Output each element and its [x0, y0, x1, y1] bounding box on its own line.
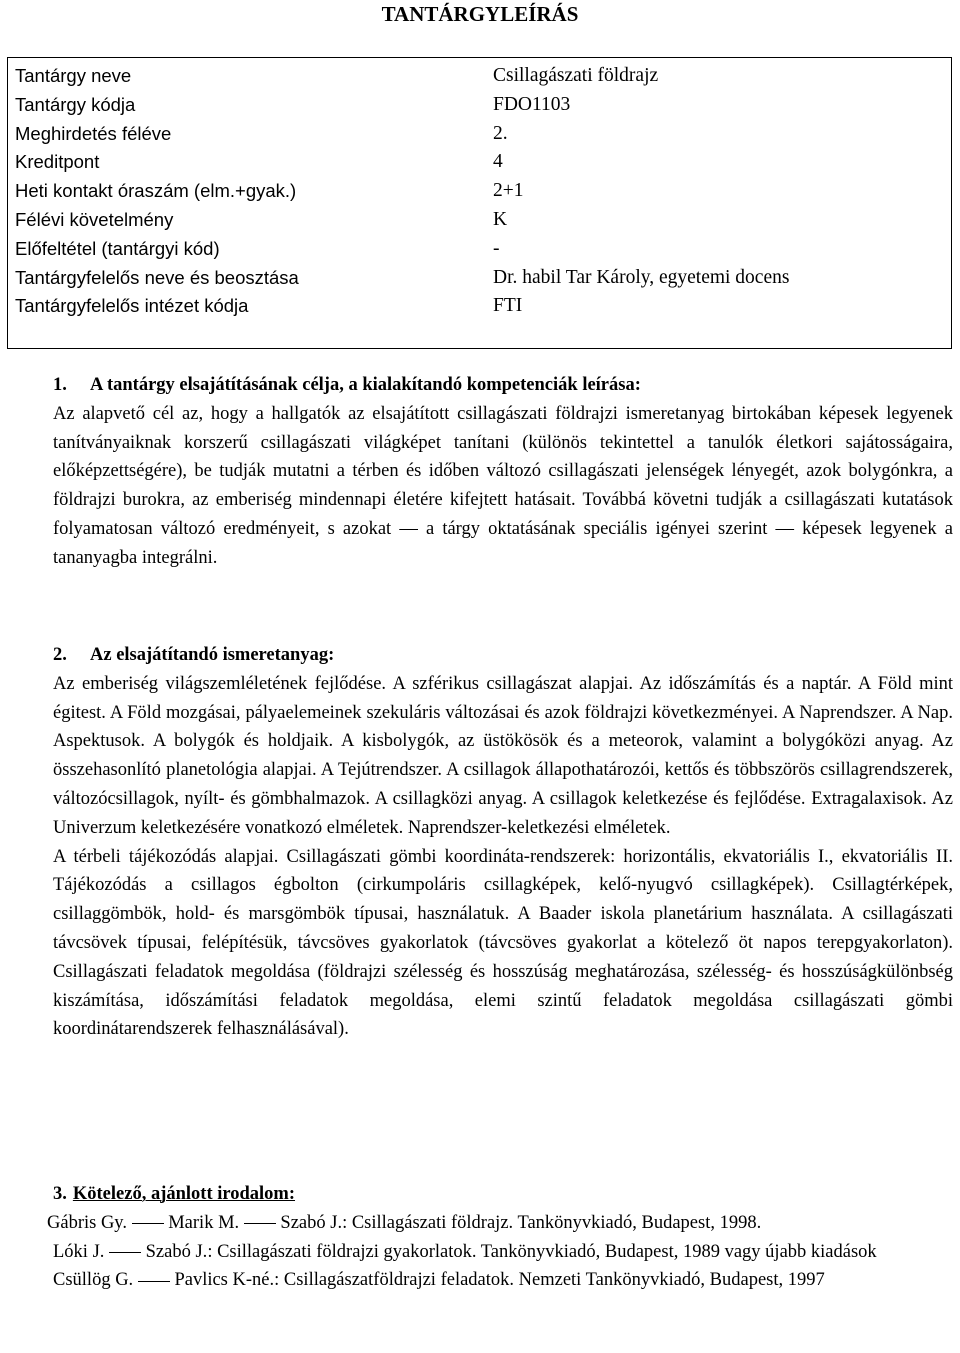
author-dash [138, 1281, 170, 1282]
section-objectives [53, 371, 953, 573]
info-label: Tantárgyfelelős neve és beosztása [15, 266, 299, 288]
section-content [53, 641, 953, 1044]
section-title: Az elsajátítandó ismeretanyag: [90, 645, 335, 665]
info-label: Előfeltétel (tantárgyi kód) [15, 237, 220, 259]
ref-author: Csüllög G. [53, 1270, 134, 1291]
reference-item [53, 1238, 953, 1267]
info-row-course-code [15, 91, 951, 120]
info-value: 2+1 [493, 180, 524, 202]
section-title: Kötelező, ajánlott irodalom: [72, 1184, 296, 1204]
ref-author: Pavlics K-né. [174, 1270, 275, 1291]
info-row-credits [15, 148, 951, 177]
info-row-responsible [15, 264, 951, 293]
info-label: Tantárgy neve [15, 65, 132, 86]
ref-details: : Csillagászati földrajz. Tankönyvkiadó, Budapest, 1998. [342, 1212, 762, 1233]
section-number: 1. [53, 375, 67, 395]
info-value: Dr. habil Tar Károly, egyetemi docens [493, 266, 790, 288]
info-value: K [493, 208, 508, 230]
info-value: 2. [493, 122, 508, 144]
info-label: Meghirdetés féléve [15, 122, 172, 144]
info-row-institute [15, 292, 951, 321]
info-value: FDO1103 [493, 93, 571, 115]
ref-author: Gábris Gy. [47, 1212, 127, 1233]
section-text: A térbeli tájékozódás alapjai. Csillagászati gömbi koordináta-rendszerek: horizontális, ekvatoriális I., ekvatoriális II. Tájékozódás a csillagos égbolton (cirkumpoláris csillagképek, kelő-nyugvó csillagképek). Csillagtérképek, csillaggömbök, hold- és marsgömbök típusai, használatuk. A Baader iskola planetárium használata. A csillagászati távcsövek típusai, felépítésük, távcsöves gyakorlatok (távcsöves gyakorlat a kötelező öt napos terepgyakorlaton). Csillagászati feladatok megoldása (földrajzi szélesség és hosszúság meghatározása, szélesség- és hosszúságkülönbség kiszámítása, időszámítási feladatok megoldása, elemi szintű feladatok megoldása csillagászati gömbi koordinátarendszerek felhasználásával). [53, 846, 953, 1040]
section-heading [53, 641, 953, 670]
reference-item [47, 1209, 953, 1238]
info-label: Félévi követelmény [15, 208, 174, 230]
info-label: Tantárgyfelelős intézet kódja [15, 295, 249, 317]
section-number: 2. [53, 645, 67, 665]
info-label: Heti kontakt óraszám (elm.+gyak.) [15, 180, 297, 202]
ref-author: Szabó J. [145, 1241, 208, 1262]
author-dash [244, 1223, 276, 1224]
section-heading [53, 371, 953, 400]
info-value: 4 [493, 151, 503, 173]
section-text: Az alapvető cél az, hogy a hallgatók az elsajátított csillagászati földrajzi ismeretanyag birtokában képesek legyenek tanítványaiknak korszerű csillagászati világképet tanítani (különös tekintettel a tanulók életkori sajátosságaira, előképzettségére), be tudják mutatni a térben és időben változó csillagászati jelenségek lényegét, azok bolygónkra, a földrajzi burokra, az emberiség mindennapi életére kifejtett hatásait. Továbbá követni tudják a csillagászati kutatások folyamatosan változó eredményeit, s azokat — a tárgy oktatásának speciális igényei szerint — képesek legyenek a tananyagba integrálni. [53, 403, 953, 568]
section-heading [53, 1180, 953, 1209]
info-value: - [493, 237, 500, 259]
info-value: Csillagászati földrajz [493, 65, 659, 86]
ref-author: Lóki J. [53, 1241, 105, 1262]
author-dash [109, 1252, 141, 1253]
reference-item [53, 1266, 953, 1295]
info-label: Kreditpont [15, 151, 100, 173]
info-value: FTI [493, 295, 523, 317]
section-title: A tantárgy elsajátításának célja, a kialakítandó kompetenciák leírása: [90, 375, 641, 395]
info-row-semester [15, 120, 951, 149]
ref-author: Marik M. [168, 1212, 240, 1233]
author-dash [132, 1223, 164, 1224]
info-row-requirement [15, 206, 951, 235]
info-label: Tantárgy kódja [15, 93, 136, 115]
info-row-course-name [15, 62, 951, 91]
page-title: TANTÁRGYLEÍRÁS [381, 2, 579, 26]
section-literature [47, 1180, 953, 1295]
course-info-table [7, 57, 952, 349]
info-row-prerequisite [15, 235, 951, 264]
section-number: 3. [53, 1184, 67, 1204]
ref-details: : Csillagászatföldrajzi feladatok. Nemzeti Tankönyvkiadó, Budapest, 1997 [274, 1270, 825, 1291]
ref-author: Szabó J. [280, 1212, 343, 1233]
ref-details: : Csillagászati földrajzi gyakorlatok. Tankönyvkiadó, Budapest, 1989 vagy újabb kiadások [207, 1241, 877, 1262]
section-text: Az emberiség világszemléletének fejlődése. A szférikus csillagászat alapjai. Az időszámítás és a naptár. A Föld mint égitest. A Föld mozgásai, pályaelemeinek szekuláris változásai és azok földrajzi következményei. A Naprendszer. A Nap. Aspektusok. A bolygók és holdjaik. A kisbolygók, az üstökösök és a meteorok, valamint a bolygóközi anyag. Az összehasonlító planetológia alapjai. A Tejútrendszer. A csillagok állapothatározói, kettős és többszörös csillagrendszerek, változócsillagok, nyílt- és gömbhalmazok. A csillagközi anyag. A csillagok keletkezése és fejlődése. Extragalaxisok. Az Univerzum keletkezésére vonatkozó elméletek. Naprendszer-keletkezési elméletek. [53, 673, 953, 838]
info-row-hours [15, 177, 951, 206]
